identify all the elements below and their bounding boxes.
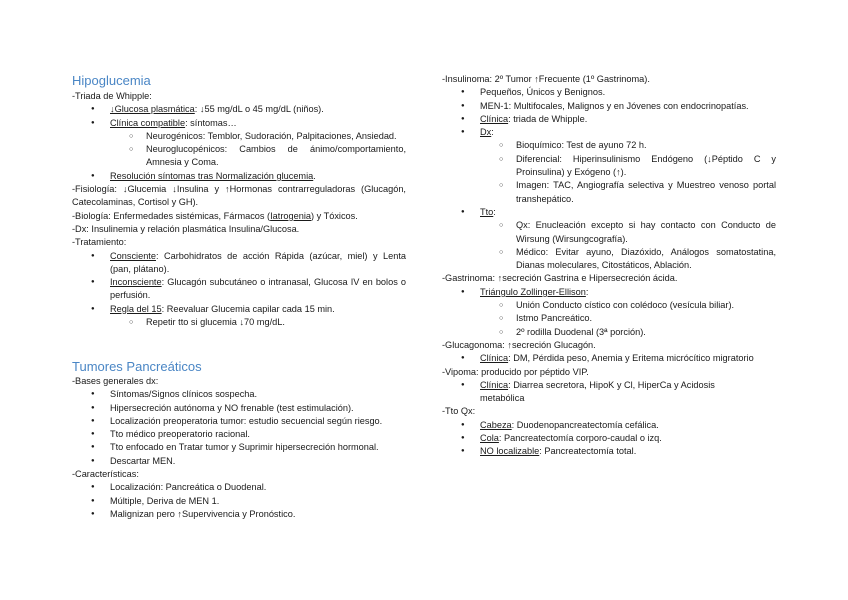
sub-list-item: ○ Unión Conducto cístico con colédoco (vesícula biliar). [442,299,776,312]
list-item: ● Clínica: triada de Whipple. [442,113,776,126]
list-item: ● Clínica: DM, Pérdida peso, Anemia y Eritema micrócítico migratorio [442,352,776,365]
list-item: ● ↓Glucosa plasmática: ↓55 mg/dL o 45 mg/dL (niños). [72,103,406,116]
list-item: ● Tto enfocado en Tratar tumor y Suprimir hipersecreción hormonal. [72,441,406,454]
tratamiento-header: -Tratamiento: [72,237,127,248]
list-item: ● Localización: Pancreática o Duodenal. [72,481,406,494]
list-item: ● Síntomas/Signos clínicos sospecha. [72,388,406,401]
glucagonoma-header: -Glucagonoma: ↑secreción Glucagón. [442,339,596,350]
list-item: ● Hipersecreción autónoma y NO frenable (test estimulación). [72,402,406,415]
sub-list-item: ○ Neuroglucopénicos: Cambios de ánimo/comportamiento, Amnesia y Coma. [72,143,406,170]
list-item: ● Pequeños, Únicos y Benignos. [442,86,776,99]
sub-list-item: ○ Bioquímico: Test de ayuno 72 h. [442,139,776,152]
list-item: ● Localización preoperatoria tumor: estudio secuencial según riesgo. [72,415,406,428]
sub-list-item: ○ Qx: Enucleación excepto si hay contacto con Conducto de Wirsung (Wirsungcografía). [442,219,776,246]
list-item: ● Cola: Pancreatectomía corporo-caudal o izq. [442,432,776,445]
list-item: ● Resolución síntomas tras Normalización glucemia. [72,170,406,183]
list-item: ● Regla del 15: Reevaluar Glucemia capilar cada 15 min. [72,303,406,316]
caract-header: -Características: [72,469,139,480]
vipoma-header: -Vipoma: producido por péptido VIP. [442,366,589,377]
list-item: ● Triángulo Zollinger-Ellison: [442,286,776,299]
list-item: ● Cabeza: Duodenopancreatectomía cefálica. [442,419,776,432]
sub-list-item: ○ Repetir tto si glucemia ↓70 mg/dL. [72,316,406,329]
insulinoma-header: -Insulinoma: 2º Tumor ↑Frecuente (1º Gastrinoma). [442,74,650,84]
fisiologia-text: -Fisiología: ↓Glucemia ↓Insulina y ↑Hormonas contrarreguladoras (Glucagón, Catecolaminas, Cortisol y GH). [72,184,406,208]
hipoglucemia-title: Hipoglucemia [72,73,151,88]
list-item: ● Descartar MEN. [72,455,406,468]
list-item: ● Tto: [442,206,776,219]
sub-list-item: ○ Diferencial: Hiperinsulinismo Endógeno (↓Péptido C y Proinsulina) y Exógeno (↑). [442,153,776,180]
right-section [442,73,776,459]
gastrinoma-header: -Gastrinoma: ↑secreción Gastrina e Hipersecreción ácida. [442,273,678,284]
list-item: ● NO localizable: Pancreatectomía total. [442,445,776,458]
list-item: ● Clínica: Diarrea secretora, HipoK y Cl, HiperCa y Acidosis metabólica [442,379,776,406]
sub-list-item: ○ Neurogénicos: Temblor, Sudoración, Palpitaciones, Ansiedad. [72,130,406,143]
biologia-text: -Biología: Enfermedades sistémicas, Fármacos (Iatrogenia) y Tóxicos. [72,210,358,221]
list-item: ● Tto médico preoperatorio racional. [72,428,406,441]
list-item: ● Dx: [442,126,776,139]
sub-list-item: ○ Istmo Pancreático. [442,312,776,325]
sub-list-item: ○ Imagen: TAC, Angiografía selectiva y Muestreo venoso portal transhepático. [442,179,776,206]
ttoqx-header: -Tto Qx: [442,406,476,417]
sub-list-item: ○ Médico: Evitar ayuno, Diazóxido, Análogos somatostatina, Dianas moleculares, Citostáticos, Ablación. [442,246,776,273]
bases-header: -Bases generales dx: [72,376,159,386]
list-item: ● Clínica compatible: síntomas… [72,117,406,130]
hipoglucemia-section [72,90,406,329]
triada-header: -Triada de Whipple: [72,91,152,101]
tumores-title: Tumores Pancreáticos [72,359,202,374]
list-item: ● Múltiple, Deriva de MEN 1. [72,495,406,508]
tumores-section [72,375,406,521]
list-item: ● Inconsciente: Glucagón subcutáneo o intranasal, Glucosa IV en bolos o perfusión. [72,276,406,303]
sub-list-item: ○ 2º rodilla Duodenal (3ª porción). [442,326,776,339]
list-item: ● MEN-1: Multifocales, Malignos y en Jóvenes con endocrinopatías. [442,100,776,113]
list-item: ● Consciente: Carbohidratos de acción Rápida (azúcar, miel) y Lenta (pan, plátano). [72,250,406,277]
list-item: ● Malignizan pero ↑Supervivencia y Pronóstico. [72,508,406,521]
dx-text: -Dx: Insulinemia y relación plasmática Insulina/Glucosa. [72,223,300,234]
